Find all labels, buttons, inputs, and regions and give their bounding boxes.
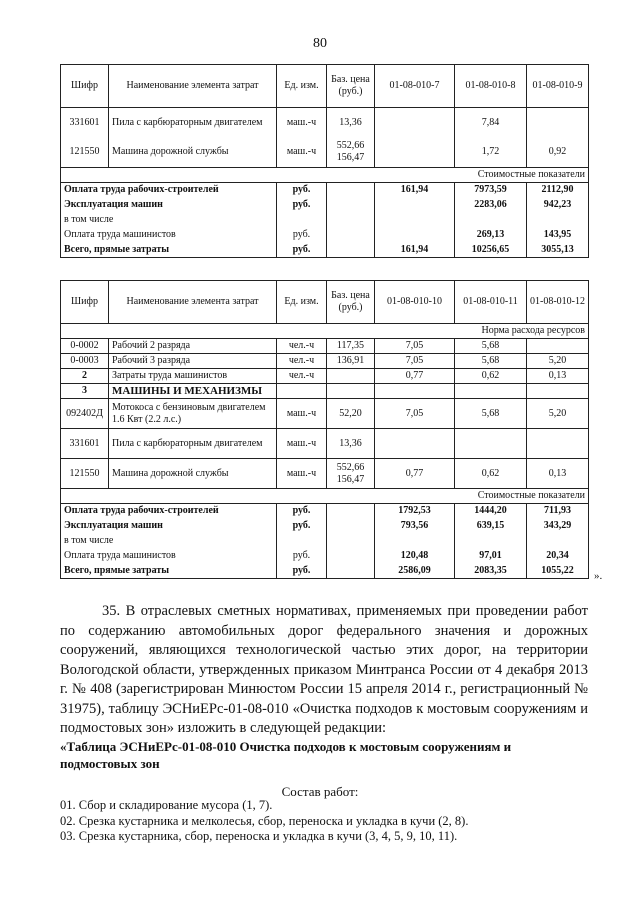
list-item: 03. Срезка кустарника, сбор, переноска и укладка в кучи (3, 4, 5, 9, 10, 11).: [60, 829, 458, 843]
value-cell: [375, 108, 455, 138]
name-cell: Рабочий 3 разряда: [109, 354, 277, 369]
value-cell: 0,13: [527, 459, 589, 489]
value-cell: 5,68: [455, 354, 527, 369]
cost-name-cell: Оплата труда рабочих-строителей: [61, 504, 277, 519]
unit-cell: чел.-ч: [277, 369, 327, 384]
code-cell: 0-0003: [61, 354, 109, 369]
header-cell: Наименование элемента затрат: [109, 281, 277, 324]
code-cell: 121550: [61, 138, 109, 168]
value-cell: 7973,59: [455, 183, 527, 198]
price-cell: 552,66 156,47: [327, 459, 375, 489]
value-cell: 3055,13: [527, 243, 589, 258]
cost-name-cell: Эксплуатация машин: [61, 198, 277, 213]
name-cell: Затраты труда машинистов: [109, 369, 277, 384]
table-row: [61, 369, 589, 384]
price-cell: 13,36: [327, 429, 375, 459]
value-cell: 2283,06: [455, 198, 527, 213]
value-cell: 0,92: [527, 138, 589, 168]
value-cell: 1,72: [455, 138, 527, 168]
value-cell: 942,23: [527, 198, 589, 213]
cost-name-cell: Эксплуатация машин: [61, 519, 277, 534]
code-cell: 331601: [61, 108, 109, 138]
cost-name-cell: Оплата труда машинистов: [61, 228, 277, 243]
price-cell: 52,20: [327, 399, 375, 429]
value-cell: 639,15: [455, 519, 527, 534]
value-cell: [455, 429, 527, 459]
value-cell: 0,62: [455, 459, 527, 489]
price-cell: 117,35: [327, 339, 375, 354]
name-cell: Машина дорожной службы: [109, 459, 277, 489]
value-cell: 161,94: [375, 183, 455, 198]
code-cell: 092402Д: [61, 399, 109, 429]
value-cell: 2586,09: [375, 564, 455, 579]
value-cell: [527, 108, 589, 138]
price-cell: [327, 534, 375, 549]
value-cell: 120,48: [375, 549, 455, 564]
header-cell: Баз. цена (руб.): [327, 281, 375, 324]
price-cell: [327, 183, 375, 198]
works-heading: Состав работ:: [281, 784, 359, 799]
code-cell: 2: [61, 369, 109, 384]
section-label: Стоимостные показатели: [61, 168, 589, 183]
value-cell: [455, 213, 527, 228]
section-row: [61, 489, 589, 504]
value-cell: [455, 534, 527, 549]
value-cell: 7,05: [375, 399, 455, 429]
value-cell: [375, 534, 455, 549]
price-cell: [327, 243, 375, 258]
price-cell: 552,66 156,47: [327, 138, 375, 168]
value-cell: 5,68: [455, 339, 527, 354]
value-cell: 269,13: [455, 228, 527, 243]
table-row: [61, 354, 589, 369]
value-cell: 1444,20: [455, 504, 527, 519]
price-cell: [327, 198, 375, 213]
unit-cell: руб.: [277, 564, 327, 579]
table-title: «Таблица ЭСНиЕРс-01-08-010 Очистка подходов к мостовым сооружениям и подмостовых зон: [60, 739, 512, 771]
value-cell: 161,94: [375, 243, 455, 258]
name-cell: Машина дорожной службы: [109, 138, 277, 168]
cost-row: [61, 534, 589, 549]
cost-row: [61, 198, 589, 213]
price-cell: [327, 549, 375, 564]
paragraph-text: 35. В отраслевых сметных нормативах, применяемых при проведении работ по содержанию автомобильных дорог федерального значения и дорожных сооружений, являющихся технологической частью этих дорог, на территории Вологодской области, утвержденных приказом Минтранса России от 4 декабря 2013 г. № 408 (зарегистрирован Минюстом России 15 апреля 2014 г., регистрационный № 31975), таблицу ЭСНиЕРс-01-08-010 «Очистка подходов к мостовым сооружениям и подмостовых зон» изложить в следующей редакции:: [60, 603, 588, 736]
value-cell: [527, 429, 589, 459]
table-row: [61, 459, 589, 489]
header-cell: Баз. цена (руб.): [327, 65, 375, 108]
section-label: Стоимостные показатели: [61, 489, 589, 504]
cost-row: [61, 564, 589, 579]
cost-row: [61, 243, 589, 258]
value-cell: 5,68: [455, 399, 527, 429]
value-cell: 7,84: [455, 108, 527, 138]
value-cell: 1792,53: [375, 504, 455, 519]
header-cell: 01-08-010-7: [375, 65, 455, 108]
cost-name-cell: в том числе: [61, 534, 277, 549]
cost-row: [61, 213, 589, 228]
unit-cell: руб.: [277, 549, 327, 564]
value-cell: 0,77: [375, 459, 455, 489]
table-row: [61, 339, 589, 354]
section-row: [61, 324, 589, 339]
unit-cell: руб.: [277, 198, 327, 213]
list-item: 02. Срезка кустарника и мелколесья, сбор, переноска и укладка в кучи (2, 8).: [60, 813, 469, 828]
header-cell: 01-08-010-9: [527, 65, 589, 108]
value-cell: 7,05: [375, 339, 455, 354]
cost-row: [61, 549, 589, 564]
code-cell: 121550: [61, 459, 109, 489]
table-header-row: [61, 281, 589, 324]
unit-cell: [277, 213, 327, 228]
table-row: [61, 429, 589, 459]
page-number: 80: [313, 36, 327, 51]
value-cell: 97,01: [455, 549, 527, 564]
cost-row: [61, 504, 589, 519]
works-list: [60, 798, 588, 845]
header-cell: Ед. изм.: [277, 281, 327, 324]
unit-cell: руб.: [277, 519, 327, 534]
value-cell: [375, 228, 455, 243]
cost-name-cell: Всего, прямые затраты: [61, 564, 277, 579]
value-cell: [527, 339, 589, 354]
section-label: Норма расхода ресурсов: [61, 324, 589, 339]
header-cell: 01-08-010-10: [375, 281, 455, 324]
value-cell: 5,20: [527, 354, 589, 369]
cost-table-1: [60, 64, 589, 258]
name-cell: Рабочий 2 разряда: [109, 339, 277, 354]
value-cell: 711,93: [527, 504, 589, 519]
table-row: [61, 399, 589, 429]
table-row: [61, 138, 589, 168]
name-cell: Пила с карбюраторным двигателем: [109, 429, 277, 459]
cost-row: [61, 183, 589, 198]
value-cell: [527, 213, 589, 228]
value-cell: 0,62: [455, 369, 527, 384]
group-code: 3: [61, 384, 109, 399]
value-cell: 20,34: [527, 549, 589, 564]
value-cell: 143,95: [527, 228, 589, 243]
paragraph-35: [60, 602, 588, 739]
header-cell: 01-08-010-12: [527, 281, 589, 324]
unit-cell: маш.-ч: [277, 399, 327, 429]
unit-cell: чел.-ч: [277, 339, 327, 354]
unit-cell: руб.: [277, 243, 327, 258]
value-cell: 793,56: [375, 519, 455, 534]
value-cell: [375, 213, 455, 228]
cost-name-cell: Всего, прямые затраты: [61, 243, 277, 258]
unit-cell: [277, 534, 327, 549]
name-cell: Пила с карбюраторным двигателем: [109, 108, 277, 138]
section-row: [61, 168, 589, 183]
unit-cell: маш.-ч: [277, 138, 327, 168]
header-cell: Наименование элемента затрат: [109, 65, 277, 108]
value-cell: [375, 198, 455, 213]
header-cell: Шифр: [61, 65, 109, 108]
group-row: [61, 384, 589, 399]
header-cell: Шифр: [61, 281, 109, 324]
value-cell: 5,20: [527, 399, 589, 429]
value-cell: 1055,22: [527, 564, 589, 579]
price-cell: [327, 369, 375, 384]
group-name: МАШИНЫ И МЕХАНИЗМЫ: [109, 384, 277, 399]
cost-name-cell: Оплата труда рабочих-строителей: [61, 183, 277, 198]
price-cell: [327, 228, 375, 243]
unit-cell: чел.-ч: [277, 354, 327, 369]
value-cell: 7,05: [375, 354, 455, 369]
name-cell: Мотокоса с бензиновым двигателем 1.6 Квт (2.2 л.с.): [109, 399, 277, 429]
price-cell: [327, 213, 375, 228]
value-cell: 2112,90: [527, 183, 589, 198]
cost-name-cell: Оплата труда машинистов: [61, 549, 277, 564]
table-header-row: [61, 65, 589, 108]
unit-cell: маш.-ч: [277, 459, 327, 489]
value-cell: 2083,35: [455, 564, 527, 579]
price-cell: [327, 519, 375, 534]
value-cell: 343,29: [527, 519, 589, 534]
value-cell: 0,13: [527, 369, 589, 384]
cost-row: [61, 519, 589, 534]
unit-cell: маш.-ч: [277, 429, 327, 459]
value-cell: 0,77: [375, 369, 455, 384]
price-cell: [327, 564, 375, 579]
code-cell: 0-0002: [61, 339, 109, 354]
unit-cell: маш.-ч: [277, 108, 327, 138]
value-cell: [527, 534, 589, 549]
table-row: [61, 108, 589, 138]
value-cell: [375, 429, 455, 459]
list-item: 01. Сбор и складирование мусора (1, 7).: [60, 798, 273, 812]
cost-name-cell: в том числе: [61, 213, 277, 228]
header-cell: 01-08-010-11: [455, 281, 527, 324]
unit-cell: руб.: [277, 504, 327, 519]
unit-cell: руб.: [277, 228, 327, 243]
closing-quote-mark: ».: [594, 570, 603, 582]
price-cell: 136,91: [327, 354, 375, 369]
header-cell: 01-08-010-8: [455, 65, 527, 108]
value-cell: [375, 138, 455, 168]
code-cell: 331601: [61, 429, 109, 459]
value-cell: 10256,65: [455, 243, 527, 258]
cost-row: [61, 228, 589, 243]
unit-cell: руб.: [277, 183, 327, 198]
header-cell: Ед. изм.: [277, 65, 327, 108]
cost-table-2: [60, 280, 589, 579]
price-cell: 13,36: [327, 108, 375, 138]
price-cell: [327, 504, 375, 519]
